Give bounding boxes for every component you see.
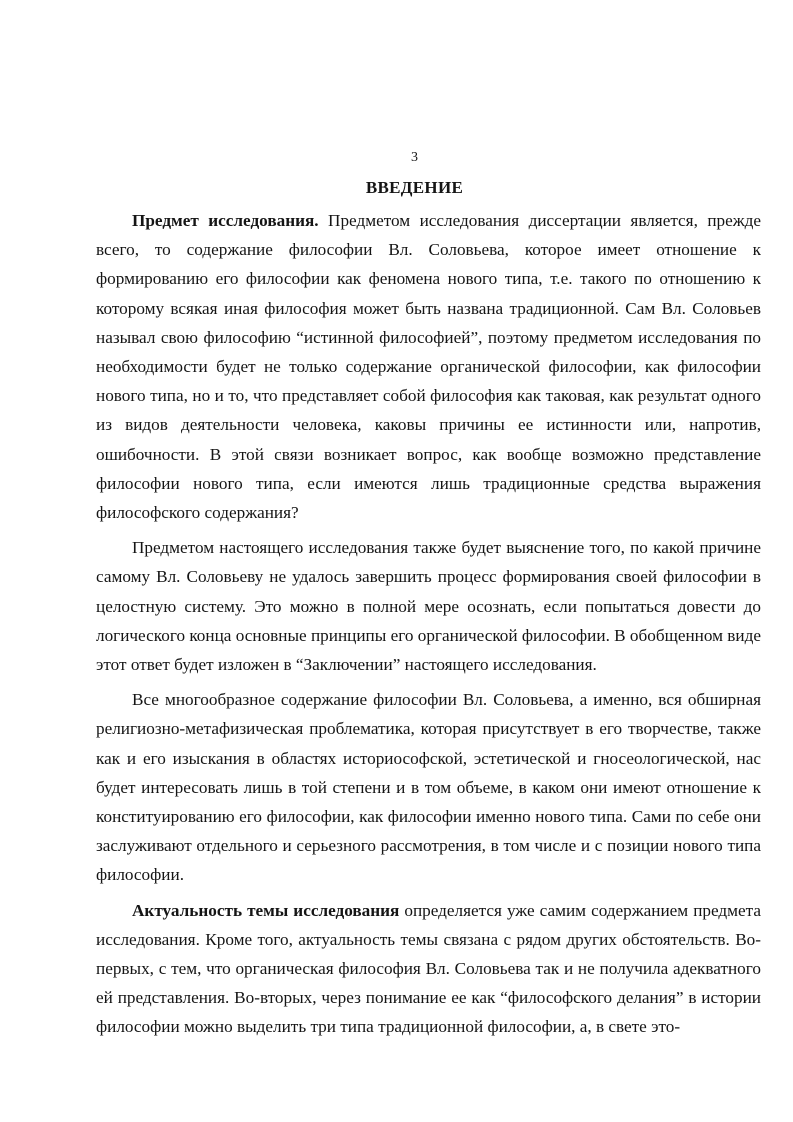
paragraph-relevance <box>96 896 761 1042</box>
body-text <box>96 206 761 1042</box>
paragraph-text: определяется уже самим содержанием предмета исследования. Кроме того, актуальность темы связана с рядом других обстоятельств. Во-первых, с тем, что органическая философия Вл. Соловьева так и не получила адекватного ей представления. Во-вторых, через понимание ее как “философского делания” в истории философии можно выделить три типа традиционной философии, а, в свете это- <box>96 900 761 1037</box>
paragraph-lead: Актуальность темы исследования <box>132 900 400 920</box>
paragraph-lead: Предмет исследования. <box>132 211 319 230</box>
paragraph-text: Все многообразное содержание философии Вл. Соловьева, а именно, вся обширная религиозно-метафизическая проблематика, которая присутствует в его творчестве, также как и его изыскания в областях историософской, эстетической и гносеологической, нас будет интересовать лишь в той степени и в том объеме, в каком они имеют отношение к конституированию его философии, как философии именно нового типа. Сами по себе они заслуживают отдельного и серьезного рассмотрения, в том числе и с позиции нового типа философии. <box>96 690 761 885</box>
section-heading: ВВЕДЕНИЕ <box>365 178 464 197</box>
paragraph-text: Предметом исследования диссертации является, прежде всего, то содержание философии Вл. Соловьева, которое имеет отношение к формированию его философии как феномена нового типа, т.е. такого по отношению к которому всякая иная философия может быть названа традиционной. Сам Вл. Соловьев называл свою философию “истинной философией”, поэтому предметом исследования по необходимости будет не только содержание органической философии, как философии нового типа, но и то, что представляет собой философия как таковая, как результат одного из видов деятельности человека, каковы причины ее истинности или, напротив, ошибочности. В этой связи возникает вопрос, как вообще возможно представление философии нового типа, если имеются лишь традиционные средства выражения философского содержания? <box>96 211 761 523</box>
paragraph-subject-continued <box>96 533 761 679</box>
paragraph-subject <box>96 206 761 527</box>
page-number: 3 <box>411 150 418 165</box>
paragraph-content-scope <box>96 685 761 889</box>
paragraph-text: Предметом настоящего исследования также будет выяснение того, по какой причине самому Вл. Соловьеву не удалось завершить процесс формирования своей философии в целостную систему. Это можно в полной мере осознать, если попытаться довести до логического конца основные принципы его органической философии. В обобщенном виде этот ответ будет изложен в “Заключении” настоящего исследования. <box>96 538 761 675</box>
